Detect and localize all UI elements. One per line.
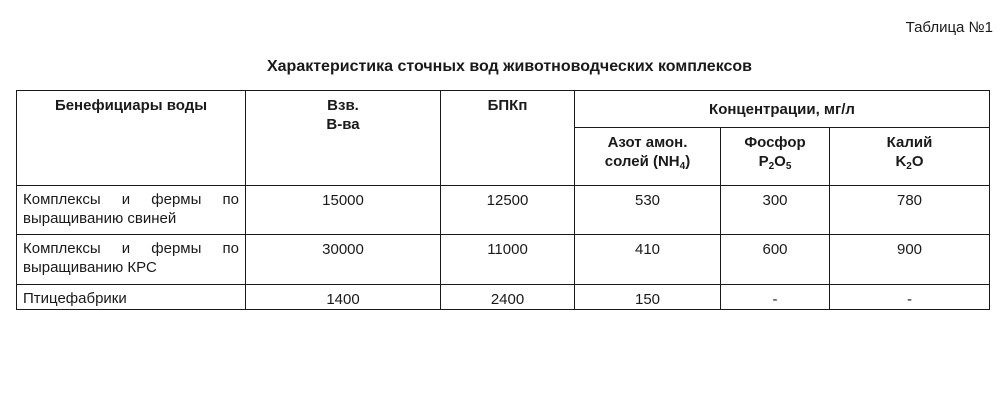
phosphorus-cell: - [721,285,830,310]
table-title: Характеристика сточных вод животноводческих комплексов [266,58,753,75]
table-row [17,235,990,285]
header-beneficiaries: Бенефициары воды [17,91,246,186]
header-phosphorus-p: P [758,153,769,170]
header-nitrogen-sub: 4 [679,161,686,172]
header-bpk: БПКп [441,91,575,186]
table-row [17,285,990,310]
bpk-cell: 2400 [441,285,575,310]
wastewater-table [16,90,990,310]
nitrogen-cell: 530 [575,186,721,235]
header-nitrogen-prefix: солей (NH [604,153,680,170]
table-row [17,186,990,235]
bpk-cell: 12500 [441,186,575,235]
header-suspended-solids [246,91,441,186]
header-row-1 [17,91,990,128]
bpk-cell: 11000 [441,235,575,285]
row-name-cell: Комплексы и фермы по выращиванию КРС [17,235,246,285]
phosphorus-cell: 600 [721,235,830,285]
header-suspended-line1: Взв. [327,97,359,114]
header-phosphorus [721,128,830,186]
nitrogen-cell: 150 [575,285,721,310]
nitrogen-cell: 410 [575,235,721,285]
header-phosphorus-line1: Фосфор [744,134,806,151]
potassium-cell: - [830,285,990,310]
suspended-cell: 1400 [246,285,441,310]
suspended-cell: 15000 [246,186,441,235]
table-number-label: Таблица №1 [905,19,993,36]
row-name-cell: Комплексы и фермы по выращиванию свиней [17,186,246,235]
row-name-cell: Птицефабрики [17,285,246,310]
header-nitrogen [575,128,721,186]
phosphorus-cell: 300 [721,186,830,235]
suspended-cell: 30000 [246,235,441,285]
header-nitrogen-line1: Азот амон. [607,134,688,151]
header-potassium-k: K [895,153,907,170]
header-potassium-o: O [911,153,924,170]
potassium-cell: 780 [830,186,990,235]
header-phosphorus-sub2: 5 [785,161,792,172]
potassium-cell: 900 [830,235,990,285]
header-nitrogen-suffix: ) [685,153,691,170]
header-potassium-line1: Калий [886,134,933,151]
header-suspended-line2: В-ва [326,116,360,133]
header-phosphorus-o: O [774,153,786,170]
header-concentrations: Концентрации, мг/л [575,91,990,128]
header-phosphorus-sub1: 2 [768,161,775,172]
header-potassium-sub: 2 [906,161,912,172]
header-potassium [830,128,990,186]
